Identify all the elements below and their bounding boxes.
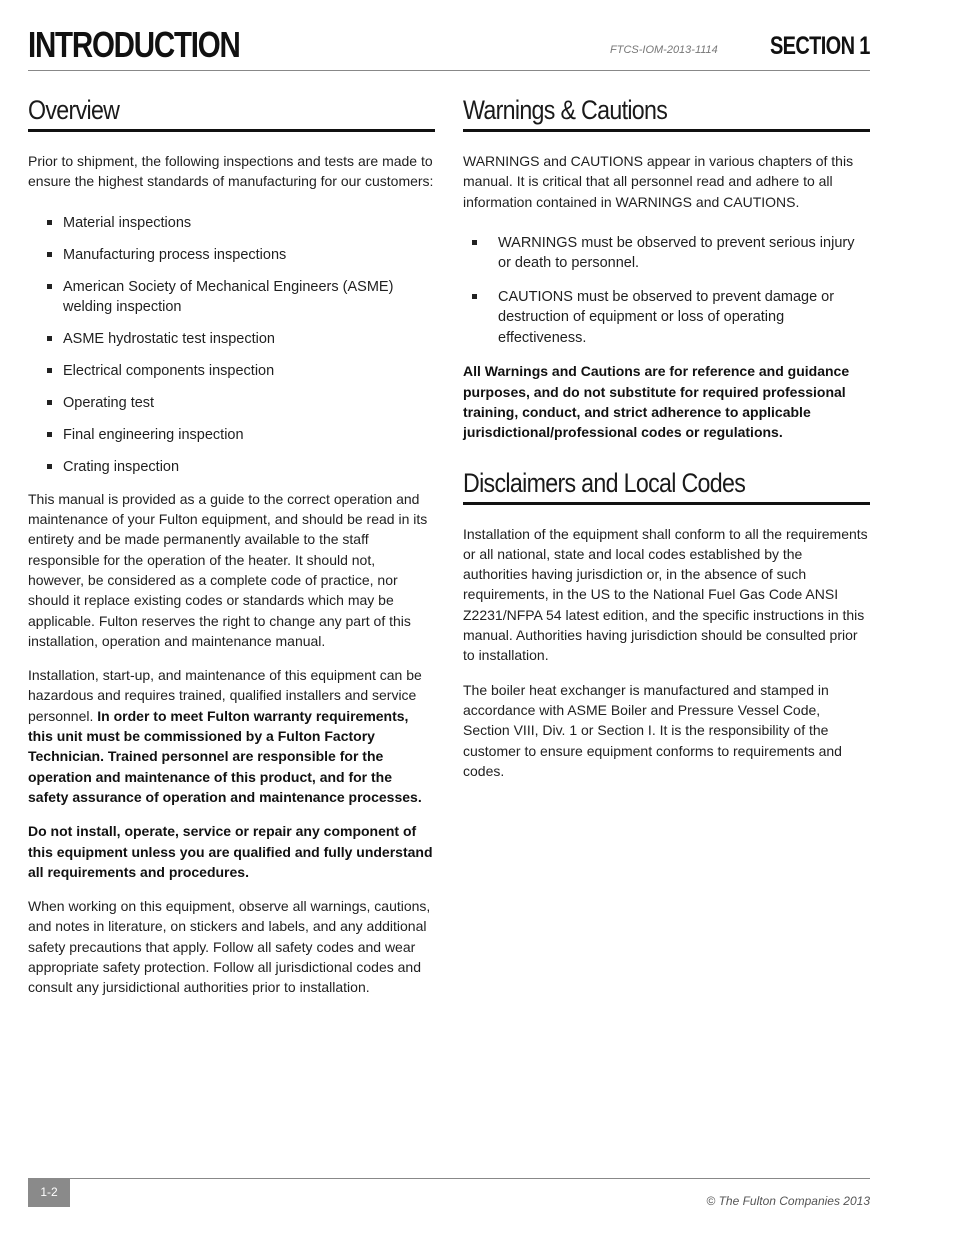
list-item: Operating test [28,393,435,413]
inspection-list [28,213,435,477]
warnings-list [463,233,870,348]
bullet-icon [472,294,477,299]
bullet-icon [47,336,52,341]
bullet-icon [47,464,52,469]
warnings-heading: Warnings & Cautions [463,92,870,132]
bullet-icon [472,240,477,245]
warnings-intro: WARNINGS and CAUTIONS appear in various chapters of this manual. It is critical that all personnel read and adhere to all information contained in WARNINGS and CAUTIONS. [463,153,854,210]
page-title: INTRODUCTION [28,24,240,65]
safety-paragraph: When working on this equipment, observe all warnings, cautions, and notes in literature, on stickers and labels, and any additional safety precautions that apply. Follow all safety codes and wear appropriate safety protection. Follow all jurisdictional codes and consult any jursidictional authorities prior to installation. [28,898,431,996]
document-number: FTCS-IOM-2013-1114 [610,44,718,56]
bullet-icon [47,432,52,437]
disclaimers-paragraph-2: The boiler heat exchanger is manufactured and stamped in accordance with ASME Boiler and Pressure Vessel Code, Section VIII, Div. 1 or Section I. It is the responsibility of the customer to ensure equipment conforms to requirements and codes. [463,681,842,779]
qualification-warning: Do not install, operate, service or repair any component of this equipment unless you are qualified and fully understand all requirements and procedures. [28,823,433,880]
list-item: CAUTIONS must be observed to prevent damage or destruction of equipment or loss of operating effectiveness. [463,287,870,348]
bullet-icon [47,252,52,257]
bullet-icon [47,368,52,373]
manual-purpose-paragraph: This manual is provided as a guide to the correct operation and maintenance of your Fulton equipment, and should be read in its entirety and be made permanently available to the staff responsible for the operation of the heater. It should not, however, be considered as a complete code of practice, nor should it replace existing codes or standards which may be applicable. Fulton reserves the right to change any part of this installation, operation and maintenance manual. [28,490,428,649]
overview-heading: Overview [28,92,435,132]
disclaimers-heading: Disclaimers and Local Codes [463,465,870,505]
bullet-icon [47,284,52,289]
page-number: 1-2 [28,1178,70,1207]
section-label: SECTION 1 [770,32,870,60]
list-item: Final engineering inspection [28,425,435,445]
warnings-column [463,92,870,795]
overview-column [28,92,435,1012]
list-item: American Society of Mechanical Engineers (ASME) welding inspection [28,277,435,318]
list-item: Manufacturing process inspections [28,245,435,265]
copyright-notice: © The Fulton Companies 2013 [706,1194,870,1208]
footer-divider [28,1178,870,1179]
bullet-icon [47,220,52,225]
list-item: Material inspections [28,213,435,233]
overview-intro: Prior to shipment, the following inspections and tests are made to ensure the highest standards of manufacturing for our customers: [28,153,434,190]
warnings-bold-note: All Warnings and Cautions are for reference and guidance purposes, and do not substitute for required professional training, conduct, and strict adherence to applicable jurisdictional/professional codes or regulations. [463,363,850,441]
list-item: Electrical components inspection [28,361,435,381]
list-item: WARNINGS must be observed to prevent serious injury or death to personnel. [463,233,870,274]
installation-paragraph: Installation, start-up, and maintenance of this equipment can be hazardous and requires trained, qualified installers and service personnel. In order to meet Fulton warranty requirements, this unit must be commissioned by a Fulton Factory Technician. Trained personnel are responsible for the operation and maintenance of this product, and for the safety assurance of operation and maintenance processes. [28,667,422,805]
disclaimers-paragraph-1: Installation of the equipment shall conform to all the requirements or all national, state and local codes established by the authorities having jurisdiction or, in the absence of such requirements, in the US to the National Fuel Gas Code ANSI Z2231/NFPA 54 latest edition, and the specific instructions in this manual. Authorities having jurisdiction should be consulted prior to installation. [463,525,868,664]
list-item: ASME hydrostatic test inspection [28,329,435,349]
page-header [28,22,870,71]
list-item: Crating inspection [28,457,435,477]
bullet-icon [47,400,52,405]
